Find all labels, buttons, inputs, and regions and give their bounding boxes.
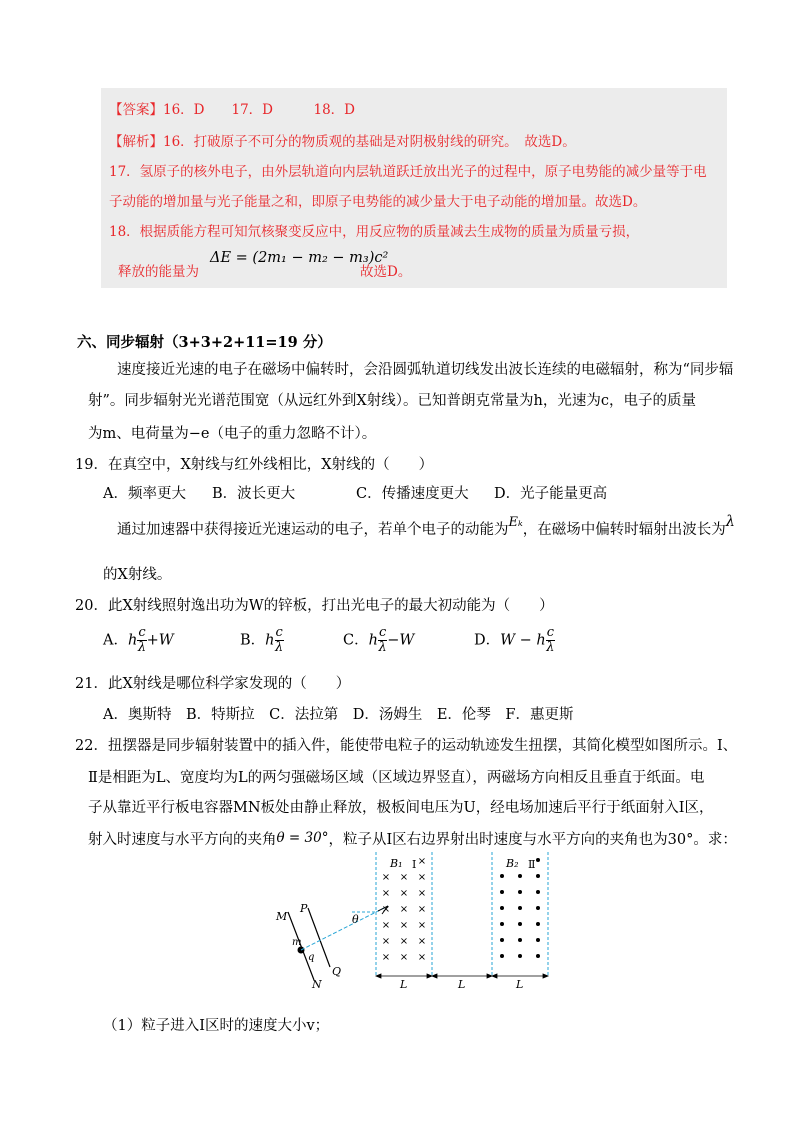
q22-line-4-post: ，粒子从Ⅰ区右边界射出时速度与水平方向的夹角也为30°。求：: [328, 832, 737, 848]
field-into-page-mark: ×: [381, 936, 391, 947]
formula-delta-e: ΔE = (2m₁ − m₂ − m₃)c²: [210, 250, 389, 266]
q20-c-w: −W: [387, 632, 415, 649]
label-region-2: Ⅱ: [528, 858, 536, 871]
q20-option-a: [103, 626, 174, 655]
analysis-16-text: 16．打破原子不可分的物质观的基础是对阴极射线的研究。 故选D。: [163, 134, 576, 150]
q20-b-frac: [275, 626, 284, 655]
frac-den: λ: [546, 640, 555, 655]
field-into-page-mark: ×: [417, 952, 427, 963]
q19-option-b: B．波长更大: [212, 486, 296, 502]
field-into-page-mark: ×: [381, 888, 391, 899]
q22-line-4: [88, 828, 737, 849]
mid-line-1-post: ，在磁场中偏转时辐射出波长为: [522, 522, 726, 538]
field-into-page-mark: ×: [417, 920, 427, 931]
q22-sub-1: （1）粒子进入Ⅰ区时的速度大小v；: [103, 1018, 330, 1034]
label-m-plate: M: [276, 910, 288, 923]
field-into-page-mark: ×: [399, 952, 409, 963]
intro-line-3: 为m、电荷量为−e（电子的重力忽略不计）。: [88, 426, 377, 442]
analysis-tag: 【解析】: [109, 134, 163, 150]
q22-line-1: 22．扭摆器是同步辐射装置中的插入件，能使带电粒子的运动轨迹发生扭摆，其简化模型如图所示。Ⅰ、: [75, 738, 738, 754]
field-into-page-mark: ×: [381, 952, 391, 963]
intro-line-2: 射”。同步辐射光光谱范围宽（从远红外到X射线）。已知普朗克常量为h，光速为c，电子的质量: [88, 393, 696, 409]
field-into-page-mark: ×: [417, 872, 427, 883]
q20-c-frac: [378, 626, 387, 655]
label-region-1: Ⅰ: [412, 858, 417, 871]
q19-option-c: C．传播速度更大: [356, 486, 469, 502]
frac-den: λ: [137, 640, 147, 655]
q20-d-frac: [546, 626, 555, 655]
frac-num: c: [275, 625, 283, 640]
field-out-of-page-mark: [536, 938, 540, 942]
field-out-of-page-mark: [518, 954, 522, 958]
label-l-1: L: [400, 978, 408, 990]
magnetic-field-diagram: [270, 850, 570, 990]
field-into-page-mark: ×: [381, 872, 391, 883]
analysis-18b-pre: 释放的能量为: [118, 264, 199, 280]
frac-den: λ: [378, 640, 387, 655]
q20-c-label: C．: [343, 632, 369, 649]
lambda-symbol: λ: [725, 514, 735, 530]
label-b1: B₁: [390, 857, 403, 870]
field-into-page-mark: ×: [381, 920, 391, 931]
section-title: 六、同步辐射（3+3+2+11=19 分）: [77, 334, 332, 351]
field-into-page-mark: ×: [417, 856, 427, 867]
field-out-of-page-mark: [500, 938, 504, 942]
label-l-2: L: [458, 978, 466, 990]
field-out-of-page-mark: [500, 890, 504, 894]
theta-value: θ = 30°: [276, 830, 329, 846]
analysis-18b-post: 故选D。: [360, 264, 412, 280]
field-out-of-page-mark: [518, 890, 522, 894]
q20-b-label: B．: [240, 632, 266, 649]
field-into-page-mark: ×: [381, 904, 391, 915]
answer-box: [101, 88, 727, 288]
frac-den: λ: [275, 640, 284, 655]
field-out-of-page-mark: [500, 874, 504, 878]
frac-num: c: [378, 625, 387, 640]
field-out-of-page-mark: [536, 874, 540, 878]
answer-items: 16．D 17．D 18．D: [163, 102, 356, 118]
field-out-of-page-mark: [500, 906, 504, 910]
label-b2: B₂: [506, 857, 519, 870]
q21-options: A．奥斯特 B．特斯拉 C．法拉第 D．汤姆生 E．伦琴 F．惠更斯: [103, 707, 574, 723]
q19-option-d: D．光子能量更高: [494, 486, 608, 502]
q20-stem: 20．此X射线照射逸出功为W的锌板，打出光电子的最大初动能为（ ）: [75, 598, 554, 614]
q22-line-2: Ⅱ是相距为L、宽度均为L的两匀强磁场区域（区域边界竖直），两磁场方向相反且垂直于纸面。电: [88, 770, 705, 786]
label-q: Q: [332, 965, 342, 978]
label-theta: θ: [352, 913, 359, 926]
mid-line-1-pre: 通过加速器中获得接近光速运动的电子，若单个电子的动能为: [117, 522, 509, 538]
analysis-18a: 18．根据质能方程可知氘核聚变反应中，用反应物的质量减去生成物的质量为质量亏损，: [109, 224, 640, 240]
field-out-of-page-mark: [536, 906, 540, 910]
field-into-page-mark: ×: [417, 888, 427, 899]
frac-num: c: [138, 625, 146, 640]
trajectory-line: [301, 904, 391, 950]
analysis-17b: 子动能的增加量与光子能量之和，即原子电势能的减少量大于电子动能的增加量。故选D。: [109, 194, 647, 210]
q22-line-3: 子从靠近平行板电容器MN板处由静止释放，极板间电压为U，经电场加速后平行于纸面射入Ⅰ区，: [88, 800, 714, 816]
region-1: [376, 852, 432, 975]
q20-b-h: h: [265, 632, 275, 649]
q20-option-c: [343, 626, 414, 655]
field-into-page-mark: ×: [399, 872, 409, 883]
analysis-16: [109, 130, 576, 150]
label-n: N: [312, 978, 322, 990]
intro-line-1: 速度接近光速的电子在磁场中偏转时，会沿圆弧轨道切线发出波长连续的电磁辐射，称为“同步辐: [117, 362, 734, 378]
field-out-of-page-mark: [536, 858, 540, 862]
field-into-page-mark: ×: [417, 904, 427, 915]
field-out-of-page-mark: [536, 922, 540, 926]
field-out-of-page-mark: [518, 938, 522, 942]
field-into-page-mark: ×: [399, 888, 409, 899]
q20-option-b: [240, 626, 284, 655]
label-l-3: L: [516, 978, 524, 990]
q20-d-label: D．: [474, 632, 501, 649]
answer-tag: 【答案】: [109, 102, 163, 118]
field-out-of-page-mark: [518, 874, 522, 878]
q20-c-h: h: [368, 632, 378, 649]
q20-a-frac: [137, 626, 146, 655]
q21-stem: 21．此X射线是哪位科学家发现的（ ）: [75, 676, 351, 692]
q20-a-h: h: [127, 632, 138, 649]
kinetic-energy-symbol: Eₖ: [508, 515, 523, 530]
field-into-page-mark: ×: [399, 904, 409, 915]
q20-d-w: W − h: [500, 632, 546, 649]
label-charge: q: [308, 952, 315, 963]
label-p: P: [300, 902, 308, 915]
q20-a-w: +W: [146, 632, 174, 649]
region-2: [492, 852, 548, 975]
q20-a-label: A．: [103, 632, 128, 649]
field-out-of-page-mark: [500, 922, 504, 926]
q20-option-d: [474, 626, 555, 655]
field-out-of-page-mark: [500, 954, 504, 958]
mid-line-1: [117, 514, 735, 539]
answer-line: [109, 98, 355, 118]
field-out-of-page-mark: [536, 890, 540, 894]
q19-stem: 19．在真空中，X射线与红外线相比，X射线的（ ）: [75, 457, 434, 473]
field-into-page-mark: ×: [399, 920, 409, 931]
label-mass: m: [292, 937, 302, 948]
q22-line-4-pre: 射入时速度与水平方向的夹角: [88, 832, 277, 848]
q19-option-a: A．频率更大: [103, 486, 186, 502]
field-out-of-page-mark: [536, 954, 540, 958]
frac-num: c: [546, 625, 555, 640]
field-into-page-mark: ×: [399, 936, 409, 947]
field-out-of-page-mark: [518, 906, 522, 910]
field-out-of-page-mark: [518, 922, 522, 926]
mid-line-2: 的X射线。: [103, 567, 172, 583]
analysis-17a: 17．氢原子的核外电子，由外层轨道向内层轨道跃迁放出光子的过程中，原子电势能的减少量等于电: [109, 164, 707, 180]
field-into-page-mark: ×: [417, 936, 427, 947]
